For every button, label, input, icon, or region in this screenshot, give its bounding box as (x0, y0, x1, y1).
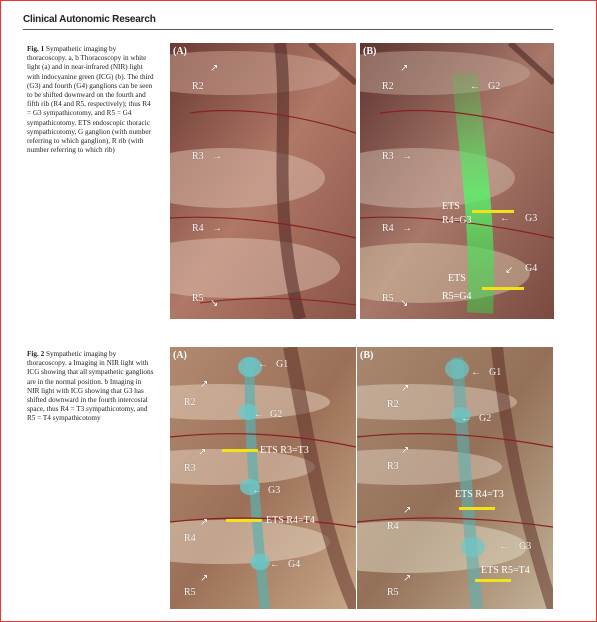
ets-label: ETS R4=T4 (266, 515, 315, 526)
rib-label-r5: R5 (387, 587, 399, 598)
rib-label-r4: R4 (192, 223, 204, 234)
rib-label-r2: R2 (184, 397, 196, 408)
panel-tag: (A) (173, 46, 187, 57)
ganglion-label-g4: G4 (525, 263, 538, 274)
figure-1-label: Fig. 1 (27, 45, 45, 53)
rib-label-r5: R5 (382, 293, 394, 304)
panel-tag: (B) (363, 46, 377, 57)
ets-label: ETS R4=T3 (455, 489, 504, 500)
arrow-icon: ↙ (505, 265, 514, 276)
figure-1-panel-a (170, 43, 356, 319)
rib-label-r4: R4 (184, 533, 196, 544)
ganglion-label-g2: G2 (488, 81, 501, 92)
figure-2-caption (27, 350, 155, 424)
arrow-icon: ← (470, 81, 480, 92)
arrow-icon: ↗ (403, 573, 412, 584)
ets-label: ETS (448, 273, 466, 284)
header-rule (23, 29, 553, 30)
figure-2-label: Fig. 2 (27, 350, 45, 358)
ganglion-label-g2: G2 (270, 409, 283, 420)
arrow-icon: ← (254, 409, 264, 420)
arrow-icon: ↗ (401, 383, 410, 394)
ets-marker (222, 449, 258, 452)
ganglion-label-g2: G2 (479, 413, 492, 424)
arrow-icon: → (402, 151, 412, 162)
ets-label: ETS R5=T4 (481, 565, 530, 576)
rib-label-r4: R4 (382, 223, 394, 234)
panel-tag: (B) (360, 350, 374, 361)
rib-label-r3: R3 (382, 151, 394, 162)
arrow-icon: ↗ (200, 517, 209, 528)
rib-label-r3: R3 (387, 461, 399, 472)
ganglion-label-g3: G3 (525, 213, 538, 224)
figure-1-caption (27, 45, 155, 155)
ganglion-label-g1: G1 (489, 367, 502, 378)
arrow-icon: ↘ (210, 298, 219, 309)
figure-1-panel-b (360, 43, 554, 319)
ets-marker (459, 507, 495, 510)
arrow-icon: ↘ (400, 298, 409, 309)
arrow-icon: ↗ (400, 63, 409, 74)
rib-label-r5: R5 (192, 293, 204, 304)
arrow-icon: ↗ (200, 379, 209, 390)
rib-label-r5: R5 (184, 587, 196, 598)
figure-2-panel-a (170, 347, 356, 609)
ets-marker (226, 519, 262, 522)
rib-label-r4: R4 (387, 521, 399, 532)
ganglion-label-g3: G3 (268, 485, 281, 496)
arrow-icon: ← (258, 359, 268, 370)
ets-marker (475, 579, 511, 582)
figure-2-caption-text: Sympathetic imaging by thoracoscopy. a Imaging in NIR light with ICG showing that all sympathetic ganglions are in the normal position. b Imaging in NIR light with ICG showing that G3 has shifted downward in the fourth intercostal space, thus R4 = T3 sympathicotomy, and R5 = T4 sympathicotomy (27, 350, 154, 423)
rib-label-r3: R3 (184, 463, 196, 474)
arrow-icon: → (212, 223, 222, 234)
arrow-icon: → (212, 151, 222, 162)
ets-equation: R4=G3 (442, 215, 472, 226)
ets-label: ETS (442, 201, 460, 212)
arrow-icon: ← (500, 213, 510, 224)
rib-label-r2: R2 (387, 399, 399, 410)
figure-1-caption-text: Sympathetic imaging by thoracoscopy. a, b Thoracoscopy in white light (a) and in near-infrared (NIR) light with indocyanine green (ICG) (b). The third (G3) and fourth (G4) ganglions can be seen to be shifted downward on the fourth and fifth rib (R4 and R5, respectively); thus R4 = G3 sympathicotomy, and R5 = G4 sympathicotomy. ETS endoscopic thoracic sympathicotomy, G ganglion (with number referring to which ganglion), R rib (with number referring to which rib) (27, 45, 154, 155)
arrow-icon: ↗ (198, 447, 207, 458)
arrow-icon: ← (471, 367, 481, 378)
arrow-icon: ↗ (200, 573, 209, 584)
ets-label: ETS R3=T3 (260, 445, 309, 456)
arrow-icon: ← (270, 559, 280, 570)
rib-label-r2: R2 (192, 81, 204, 92)
ganglion-label-g4: G4 (288, 559, 301, 570)
arrow-icon: ↗ (401, 445, 410, 456)
arrow-icon: ↗ (403, 505, 412, 516)
arrow-icon: ← (252, 485, 262, 496)
arrow-icon: ← (461, 413, 471, 424)
ganglion-label-g1: G1 (276, 359, 289, 370)
arrow-icon: ↗ (210, 63, 219, 74)
arrow-icon: → (402, 223, 412, 234)
nir-icg-image-normal (170, 347, 356, 609)
figure-2-panel-b (357, 347, 553, 609)
ets-equation: R5=G4 (442, 291, 472, 302)
rib-label-r3: R3 (192, 151, 204, 162)
rib-label-r2: R2 (382, 81, 394, 92)
journal-title: Clinical Autonomic Research (23, 14, 156, 25)
panel-tag: (A) (173, 350, 187, 361)
arrow-icon: ← (499, 541, 509, 552)
ganglion-label-g3: G3 (519, 541, 532, 552)
ets-marker (482, 287, 524, 290)
